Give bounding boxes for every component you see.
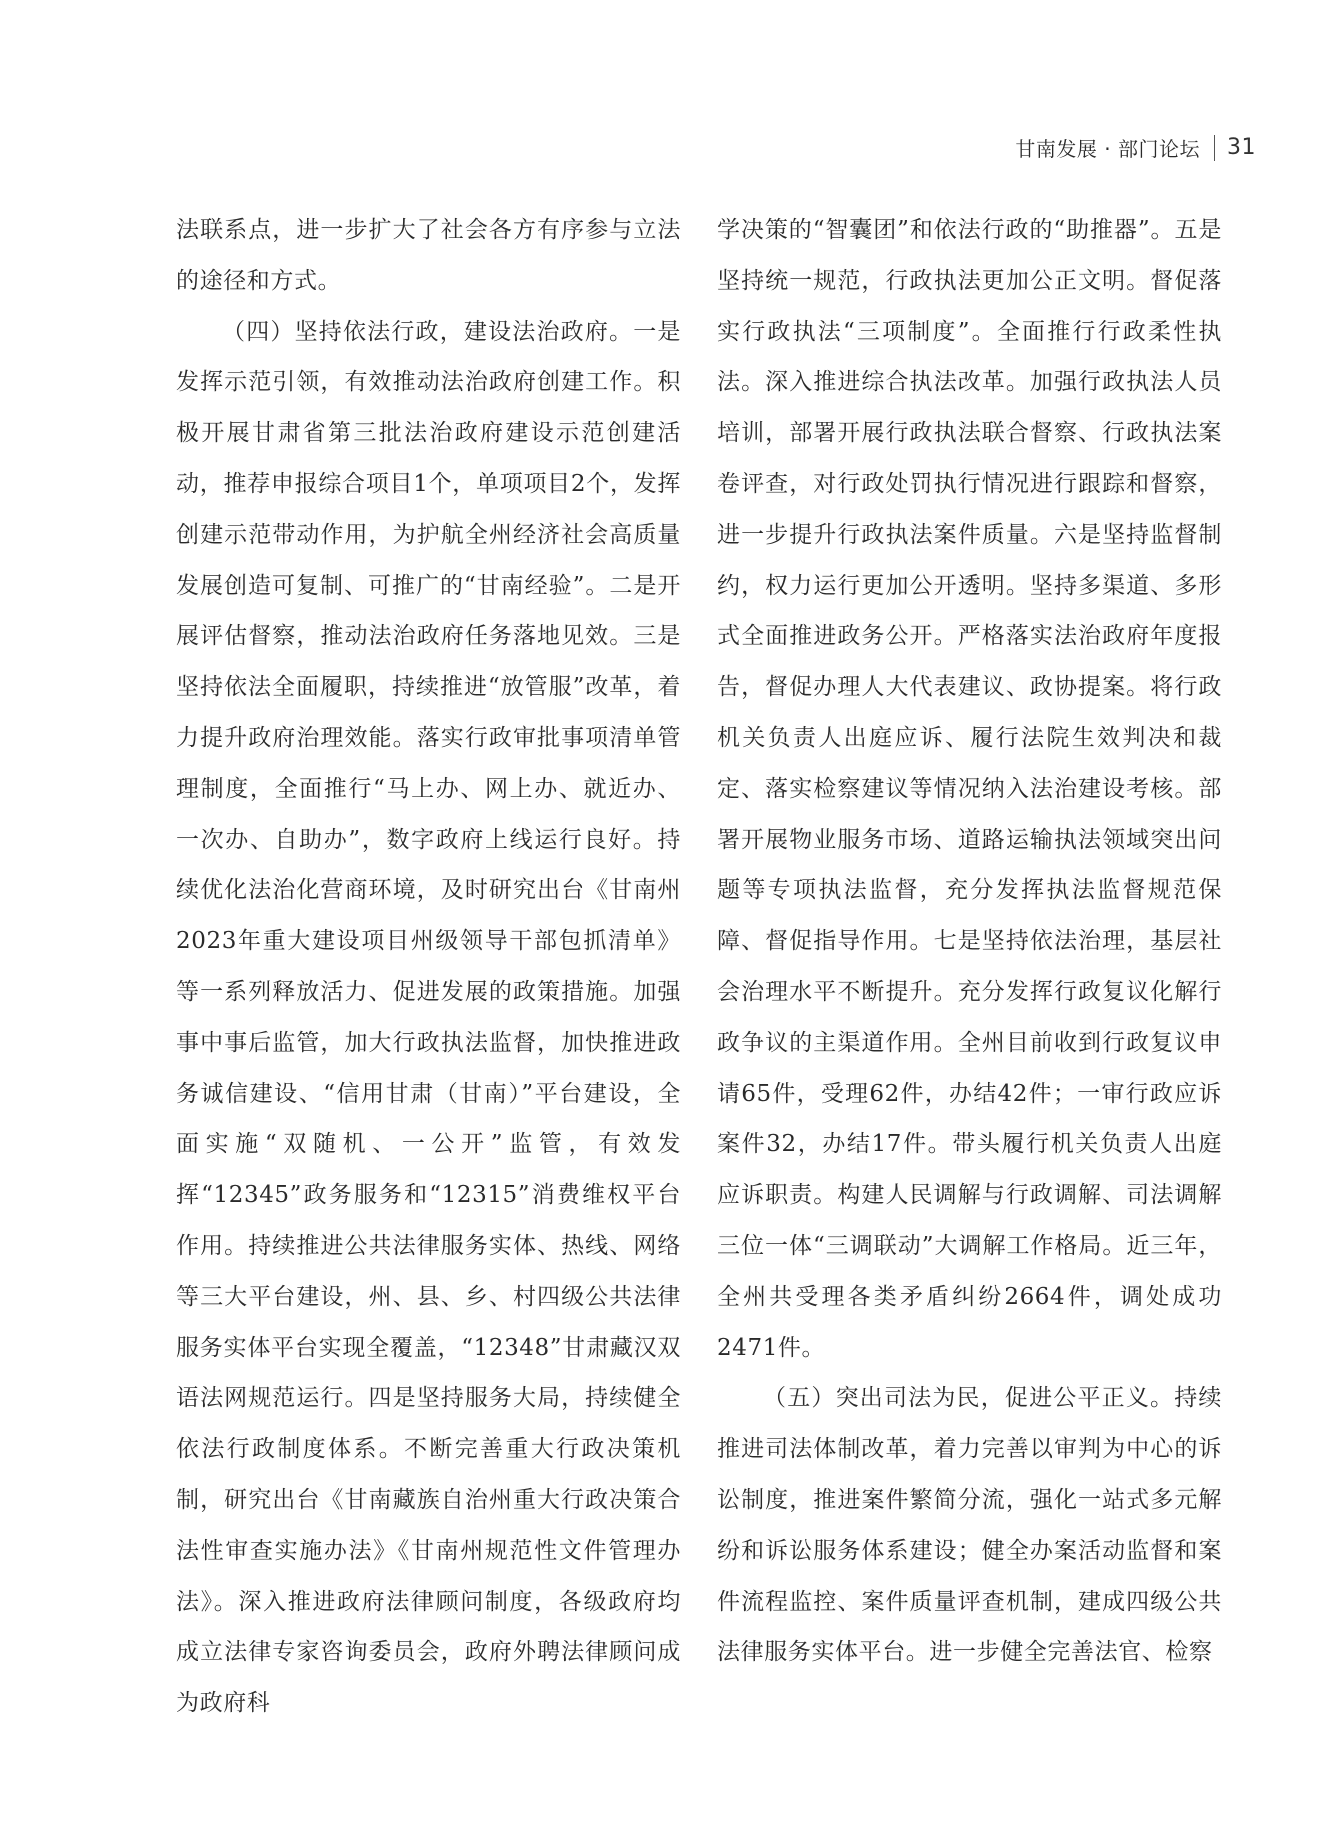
page-number: 31	[1227, 135, 1256, 160]
paragraph-continuation-right: 学决策的“智囊团”和依法行政的“助推器”。五是坚持统一规范，行政执法更加公正文明。督促落实行政执法“三项制度”。全面推行行政柔性执法。深入推进综合执法改革。加强行政执法人员培训，部署开展行政执法联合督察、行政执法案卷评查，对行政处罚执行情况进行跟踪和督察，进一步提升行政执法案件质量。六是坚持监督制约，权力运行更加公开透明。坚持多渠道、多形式全面推进政务公开。严格落实法治政府年度报告，督促办理人大代表建议、政协提案。将行政机关负责人出庭应诉、履行法院生效判决和裁定、落实检察建议等情况纳入法治建设考核。部署开展物业服务市场、道路运输执法领域突出问题等专项执法监督，充分发挥执法监督规范保障、督促指导作用。七是坚持依法治理，基层社会治理水平不断提升。充分发挥行政复议化解行政争议的主渠道作用。全州目前收到行政复议申请65件，受理62件，办结42件；一审行政应诉案件32，办结17件。带头履行机关负责人出庭应诉职责。构建人民调解与行政调解、司法调解三位一体“三调联动”大调解工作格局。近三年，全州共受理各类矛盾纠纷2664件，调处成功2471件。	[717, 217, 1222, 1361]
running-header	[1015, 133, 1256, 162]
paragraph-section-four: （四）坚持依法行政，建设法治政府。一是发挥示范引领，有效推动法治政府创建工作。积极开展甘肃省第三批法治政府建设示范创建活动，推荐申报综合项目1个，单项项目2个，发挥创建示范带动作用，为护航全州经济社会高质量发展创造可复制、可推广的“甘南经验”。二是开展评估督察，推动法治政府任务落地见效。三是坚持依法全面履职，持续推进“放管服”改革，着力提升政府治理效能。落实行政审批事项清单管理制度，全面推行“马上办、网上办、就近办、一次办、自助办”，数字政府上线运行良好。持续优化法治化营商环境，及时研究出台《甘南州2023年重大建设项目州级领导干部包抓清单》等一系列释放活力、促进发展的政策措施。加强事中事后监管，加大行政执法监督，加快推进政务诚信建设、“信用甘肃（甘南）”平台建设，全面实施“双随机、一公开”监管，有效发挥“12345”政务服务和“12315”消费维权平台作用。持续推进公共法律服务实体、热线、网络等三大平台建设，州、县、乡、村四级公共法律服务实体平台实现全覆盖，“12348”甘肃藏汉双语法网规范运行。四是坚持服务大局，持续健全依法行政制度体系。不断完善重大行政决策机制，研究出台《甘南藏族自治州重大行政决策合法性审查实施办法》《甘南州规范性文件管理办法》。深入推进政府法律顾问制度，各级政府均成立法律专家咨询委员会，政府外聘法律顾问成为政府科	[176, 318, 681, 1717]
paragraph-section-five: （五）突出司法为民，促进公平正义。持续推进司法体制改革，着力完善以审判为中心的诉讼制度，推进案件繁简分流，强化一站式多元解纷和诉讼服务体系建设；健全办案活动监督和案件流程监控、案件质量评查机制，建成四级公共法律服务实体平台。进一步健全完善法官、检察	[717, 1385, 1222, 1666]
right-column	[717, 205, 1222, 1678]
header-divider	[1214, 135, 1215, 161]
section-title: 甘南发展 · 部门论坛	[1015, 137, 1200, 161]
paragraph-continuation: 法联系点，进一步扩大了社会各方有序参与立法的途径和方式。	[176, 217, 681, 294]
left-column	[176, 205, 681, 1729]
